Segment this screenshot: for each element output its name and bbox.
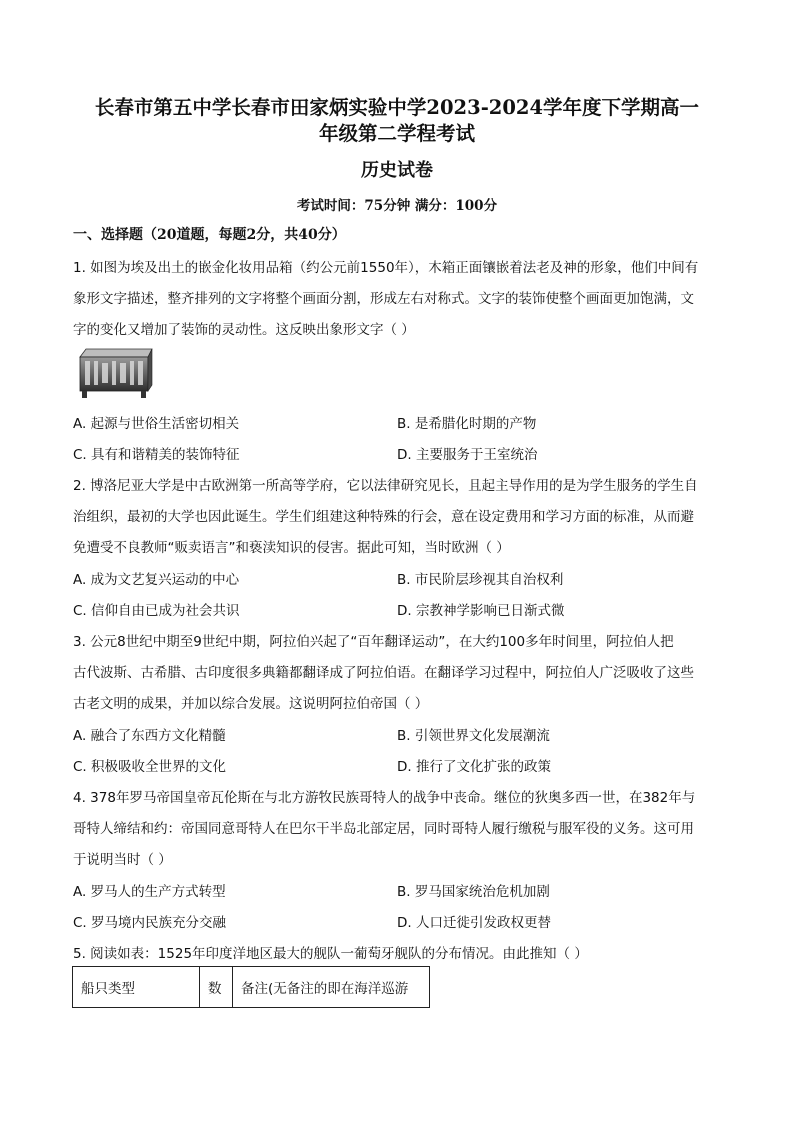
exam-title-line2: 年级第二学程考试 [318, 122, 475, 145]
exam-info: 考试时间：75分钟 满分：100分 [296, 198, 498, 214]
question-3-line-3: 古老文明的成果，并加以综合发展。这说明阿拉伯帝国（ ） [73, 696, 429, 712]
question-4-option-a[interactable]: A. 罗马人的生产方式转型 [73, 884, 226, 900]
table-header-row [73, 967, 430, 1008]
question-3-line-1: 3. 公元8世纪中期至9世纪中期，阿拉伯兴起了“百年翻译运动”，在大约100多年时间里，阿拉伯人把 [73, 634, 674, 650]
question-2-option-c[interactable]: C. 信仰自由已成为社会共识 [73, 603, 240, 619]
question-3-option-b[interactable]: B. 引领世界文化发展潮流 [397, 728, 550, 744]
subject-title: 历史试卷 [361, 160, 433, 181]
question-2-option-d[interactable]: D. 宗教神学影响已日渐式微 [397, 603, 565, 619]
table-header-count: 数 [200, 967, 233, 1008]
question-1-option-d[interactable]: D. 主要服务于王室统治 [397, 447, 538, 463]
table-header-remark: 备注(无备注的即在海洋巡游 [233, 967, 430, 1008]
egyptian-chest-image [76, 347, 156, 399]
question-1-option-a[interactable]: A. 起源与世俗生活密切相关 [73, 416, 240, 432]
question-1-line-3: 字的变化又增加了装饰的灵动性。这反映出象形文字（ ） [73, 322, 415, 338]
question-2-line-3: 免遭受不良教师“贩卖语言”和亵渎知识的侵害。据此可知，当时欧洲（ ） [73, 540, 510, 556]
question-4-option-d[interactable]: D. 人口迁徙引发政权更替 [397, 915, 551, 931]
question-4-option-c[interactable]: C. 罗马境内民族充分交融 [73, 915, 227, 931]
question-4-line-2: 哥特人缔结和约：帝国同意哥特人在巴尔干半岛北部定居，同时哥特人履行缴税与服军役的义务。这可用 [73, 821, 694, 837]
question-3-line-2: 古代波斯、古希腊、古印度很多典籍都翻译成了阿拉伯语。在翻译学习过程中，阿拉伯人广泛吸收了这些 [73, 665, 694, 681]
question-2-option-a[interactable]: A. 成为文艺复兴运动的中心 [73, 572, 240, 588]
question-2-option-b[interactable]: B. 市民阶层珍视其自治权利 [397, 572, 564, 588]
question-3-option-d[interactable]: D. 推行了文化扩张的政策 [397, 759, 551, 775]
question-4-line-3: 于说明当时（ ） [73, 852, 172, 868]
question-3-option-a[interactable]: A. 融合了东西方文化精髓 [73, 728, 226, 744]
question-1-line-1: 1. 如图为埃及出土的嵌金化妆用品箱（约公元前1550年），木箱正面镶嵌着法老及神的形象，他们中间有 [73, 260, 699, 276]
question-2-line-2: 治组织，最初的大学也因此诞生。学生们组建这种特殊的行会，意在设定费用和学习方面的标准，从而避 [73, 509, 694, 525]
question-1-line-2: 象形文字描述，整齐排列的文字将整个画面分割，形成左右对称式。文字的装饰使整个画面更加饱满，文 [73, 291, 694, 307]
question-1-option-b[interactable]: B. 是希腊化时期的产物 [397, 416, 537, 432]
question-4-option-b[interactable]: B. 罗马国家统治危机加剧 [397, 884, 550, 900]
question-5-line-1: 5. 阅读如表：1525年印度洋地区最大的舰队一葡萄牙舰队的分布情况。由此推知（ ） [73, 946, 588, 962]
fleet-table [72, 966, 430, 1008]
question-1-option-c[interactable]: C. 具有和谐精美的装饰特征 [73, 447, 240, 463]
question-4-line-1: 4. 378年罗马帝国皇帝瓦伦斯在与北方游牧民族哥特人的战争中丧命。继位的狄奥多西一世，在382年与 [73, 790, 696, 806]
section-heading: 一、选择题（20道题，每题2分，共40分） [73, 227, 346, 243]
table-header-ship-type: 船只类型 [73, 967, 200, 1008]
question-3-option-c[interactable]: C. 积极吸收全世界的文化 [73, 759, 227, 775]
question-2-line-1: 2. 博洛尼亚大学是中古欧洲第一所高等学府，它以法律研究见长，且起主导作用的是为学生服务的学生自 [73, 478, 698, 494]
exam-title-line1: 长春市第五中学长春市田家炳实验中学2023-2024学年度下学期高一 [94, 96, 700, 119]
